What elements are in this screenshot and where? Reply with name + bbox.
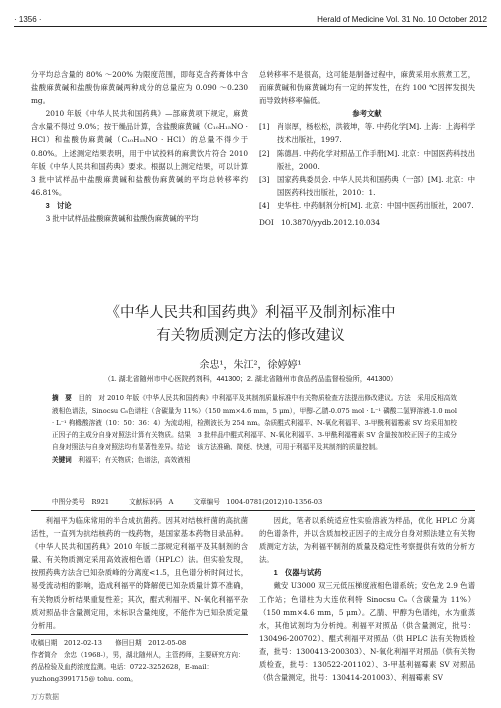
paragraph: 3 批中试样品盐酸麻黄碱和盐酸伪麻黄碱的平均 [45, 214, 199, 224]
paragraph: 总转移率不是很高，这可能是制备过程中，麻黄采用水煎煮工艺，而麻黄碱和伪麻黄碱均有一定的挥发性，在约 100 ℃因挥发损失而导致转移率偏低。 [259, 70, 475, 106]
section-heading: 1 仪器与试药 [273, 568, 322, 578]
paragraph: 戴安 U3000 双三元低压梯度液相色谱系统；安色龙 2.9 色谱工作站；色谱柱为大连依利特 Sinocsu C₈（含碳量为 11%）（150 mm×4.6 mm，5 μm）。乙腈、甲醇为色谱纯，水为重蒸水，其他试剂均为分析纯。利福平对照品（供含量测定，批号：130496-200702）、醌式利福平对照品（供 HPLC 法有关物质检查，批号：1300413-200303）、N-氧化利福平对照品（供有关物质检查，批号：130522-201102）、3-甲基利福霉素 SV 对照品（供含量测定，批号：130414-201003）、利福霉素 SV [259, 581, 475, 683]
abstract-label: 摘 要 [52, 395, 72, 402]
section-heading: 3 讨论 [45, 200, 72, 210]
paragraph: 2010 年版《中华人民共和国药典》—部麻黄项下规定，麻黄含水量不得过 9.0%；按干燥品计算，含盐酸麻黄碱（C₁₀H₁₅NO · HCl）和盐酸伪麻黄碱（C₁₀H₁₅NO · HCl）的总量不得少于 0.80%。上述测定结果表明，用于中试投料的麻黄饮片符合 2010 年版《中华人民共和国药典》要求。根据以上测定结果，可以计算 3 批中试样品中盐酸麻黄碱和盐酸伪麻黄碱的平均总转移率约 46.81%。 [31, 109, 248, 197]
footnote: 收稿日期 2012-02-13 修回日期 2012-05-08 作者简介 余忠（1968-），男，湖北随州人，主管药师，主要研究方向：药品检验及血药浓度监测。电话：0722-3252628，E-mail：yuzhong3991715@ tohu. com。 [31, 634, 248, 685]
divider [31, 510, 475, 511]
reference-item: [4] 史华柱. 中药制剂分析[M]. 北京：中国中医药出版社，2007. [259, 200, 474, 210]
paragraph: 分平均总含量的 80% ～200% 为限度范围，即每克含药膏体中含盐酸麻黄碱和盐酸伪麻黄碱两种成分的总量应为 0.090 ～0.230 mg。 [31, 70, 248, 106]
affiliation: （1. 湖北省随州市中心医院药剂科，441300；2. 湖北省随州市食品药品监督检验所，441300） [103, 376, 398, 383]
doi: DOI 10.3870/yydb.2012.10.034 [259, 218, 380, 228]
keywords-label: 关键词 [52, 457, 72, 464]
reference-item: [1] 肖崇厚，杨松松，洪筱坤，等. 中药化学[M]. 上海：上海科学技术出版社，1997. [259, 122, 475, 145]
watermark: 万方数据 [31, 694, 59, 701]
references-heading: 参考文献 [352, 109, 382, 119]
abstract-text: 目的 对 2010 年版《中华人民共和国药典》中利福平及其制剂质量标准中有关物质检查方法提出修改建议。方法 采用反相高效液相色谱法，Sinocsu C₈色谱柱（含碳量为 11%）（150 mm×4.6 mm，5 μm），甲醇-乙腈-0.075 mol · L⁻¹ 磷酸二氢钾溶液-1.0 mol · L⁻¹ 枸橼酸溶液（10：50：36：4）为流动相，检测波长为 254 nm。杂质醌式利福平、N-氧化利福平、3-甲酰利福霉素 SV 均采用加校正因子的主成分自身对照法计算有关物质。结果 3 批样品中醌式利福平、N-氧化利福平、3-甲酰利福霉素 SV 含量按加校正因子的主成分自身对照法与自身对照法均有显著性差异。结论 该方法准确、简便、快速，可用于利福平及其制剂的质量控制。 [52, 394, 458, 451]
running-header [14, 6, 487, 27]
body-right-column [259, 514, 475, 684]
keywords: 利福平；有关物质；色谱法，高效液相 [78, 456, 191, 464]
top-right-column [259, 68, 475, 229]
abstract [52, 392, 457, 467]
classification-line: 中图分类号 R921 文献标识码 A 文章编号 1004-0781(2012)10-1356-03 [52, 498, 323, 506]
authors: 余忠¹，朱江²，徐婷婷¹ [199, 360, 302, 371]
page-number: · 1356 · [14, 15, 42, 24]
journal-info: Herald of Medicine Vol. 31 No. 10 October 2012 [317, 15, 487, 24]
reference-item: [3] 国家药典委员会. 中华人民共和国药典（一部）[M]. 北京：中国医药科技出版社，2010：1. [259, 174, 475, 197]
article-title: 《中华人民共和国药典》利福平及制剂标准中 有关物质测定方法的修改建议 [105, 305, 396, 344]
body-left-column [31, 514, 248, 632]
paragraph: 利福平为临床常用的半合成抗菌药。因其对结核杆菌的高抗菌活性，一直列为抗结核药的一线药物，是国家基本药物目录品种。《中华人民共和国药典》2010 年版二部规定利福平及其制剂的含量、有关物质测定采用高效液相色谱（HPLC）法。但实验发现，按照药典方法含已知杂质峰的分离度<1.5，且色谱分析时间过长，易受流动相的影响，造成利福平的降解使已知杂质量计算不准确，有关物质分析结果重复性差；其次，醌式利福平、N-氧化利福平杂质对照品非含量测定用，未标识含量纯度，不能作为已知杂质定量分析用。 [31, 516, 248, 630]
paragraph: 因此，笔者以系统适应性实验溶液为样品，优化 HPLC 分离的色谱条件，并以含质加校正因子的主成分自身对照法建立有关物质测定方法，为利福平制剂的质量及稳定性考察提供有效的分析方法。 [259, 516, 475, 565]
reference-item: [2] 陈德昌. 中药化学对照品工作手册[M]. 北京：中国医药科技出版社，2000. [259, 148, 475, 171]
top-left-column [31, 68, 248, 225]
